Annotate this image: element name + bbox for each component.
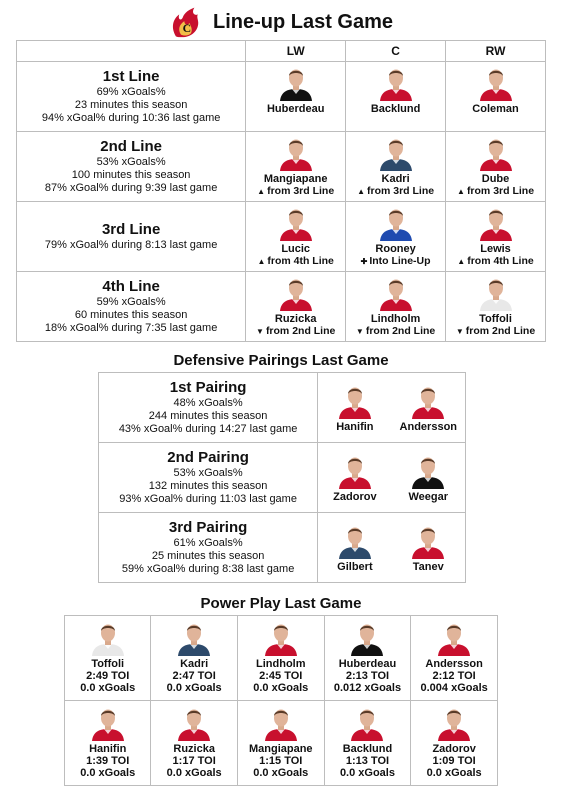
player-headshot-icon xyxy=(278,205,314,241)
powerplay-title: Power Play Last Game xyxy=(200,595,362,612)
pairing-stat: 93% xGoal% during 11:03 last game xyxy=(119,493,297,505)
pairing-stat: 244 minutes this season xyxy=(148,410,268,422)
player-name: Huberdeau xyxy=(338,658,397,670)
powerplay-row xyxy=(65,616,498,701)
player-cell xyxy=(318,443,392,513)
player-xgoals: 0.0 xGoals xyxy=(80,682,136,694)
player-name: Lindholm xyxy=(370,313,421,325)
player-cell xyxy=(246,272,346,342)
player-name: Dube xyxy=(481,173,510,185)
player-cell xyxy=(65,616,151,701)
player-cell xyxy=(392,513,466,583)
header-blank xyxy=(17,41,246,62)
player-name: Weegar xyxy=(408,490,449,503)
move-arrow-icon: ▲ xyxy=(457,257,466,266)
player-headshot-icon xyxy=(378,205,414,241)
player-card xyxy=(65,616,150,694)
line-row xyxy=(17,202,546,272)
pairing-stat: 43% xGoal% during 14:27 last game xyxy=(118,423,298,435)
move-arrow-icon: ✚ xyxy=(360,257,368,266)
line-name: 2nd Line xyxy=(100,138,162,155)
player-headshot-icon xyxy=(410,453,446,489)
player-move xyxy=(256,325,335,338)
move-text: from 4th Line xyxy=(467,255,534,267)
player-card xyxy=(346,275,445,338)
title-row xyxy=(0,4,562,40)
player-headshot-icon xyxy=(90,620,126,656)
player-toi: 1:39 TOI xyxy=(86,755,130,767)
pairing-info xyxy=(99,443,318,513)
player-name: Zadorov xyxy=(432,743,476,755)
player-xgoals: 0.0 xGoals xyxy=(166,682,222,694)
player-card xyxy=(411,701,497,779)
player-card xyxy=(246,65,345,115)
page-title: Line-up Last Game xyxy=(212,10,394,33)
player-card xyxy=(246,275,345,338)
line-stat: 100 minutes this season xyxy=(71,169,191,181)
player-name: Kadri xyxy=(180,658,209,670)
player-headshot-icon xyxy=(410,523,446,559)
player-headshot-icon xyxy=(278,135,314,171)
player-name: Lucic xyxy=(281,243,311,255)
line-stat: 79% xGoal% during 8:13 last game xyxy=(44,239,218,251)
player-headshot-icon xyxy=(349,620,385,656)
player-name: Toffoli xyxy=(91,658,125,670)
player-name: Ruzicka xyxy=(173,743,215,755)
player-headshot-icon xyxy=(378,275,414,311)
player-name: Ruzicka xyxy=(274,313,317,325)
player-toi: 1:09 TOI xyxy=(432,755,476,767)
player-xgoals: 0.0 xGoals xyxy=(80,767,136,779)
player-headshot-icon xyxy=(176,705,212,741)
player-cell xyxy=(346,132,446,202)
pairing-name: 3rd Pairing xyxy=(168,519,248,536)
move-text: from 4th Line xyxy=(267,255,334,267)
player-xgoals: 0.012 xGoals xyxy=(333,682,402,694)
svg-text:C: C xyxy=(182,22,192,36)
player-headshot-icon xyxy=(478,205,514,241)
pairing-row xyxy=(99,373,466,443)
line-stat: 59% xGoals% xyxy=(96,296,166,308)
forward-lines-table xyxy=(16,40,546,342)
player-card xyxy=(246,205,345,268)
player-card xyxy=(238,616,324,694)
flames-logo-icon xyxy=(169,6,203,38)
player-name: Lewis xyxy=(480,243,511,255)
player-name: Andersson xyxy=(399,420,458,433)
player-name: Backlund xyxy=(370,103,421,115)
header-c: C xyxy=(346,41,446,62)
move-arrow-icon: ▼ xyxy=(256,327,264,336)
player-cell xyxy=(151,616,237,701)
player-cell xyxy=(446,272,546,342)
player-name: Mangiapane xyxy=(263,173,328,185)
player-card xyxy=(411,616,497,694)
player-cell xyxy=(346,62,446,132)
line-info xyxy=(17,132,246,202)
powerplay-table xyxy=(64,615,498,786)
line-name: 4th Line xyxy=(102,278,160,295)
move-arrow-icon: ▲ xyxy=(257,187,266,196)
player-card xyxy=(346,65,445,115)
player-name: Zadorov xyxy=(333,490,377,503)
line-row xyxy=(17,132,546,202)
player-cell xyxy=(237,616,324,701)
line-info xyxy=(17,202,246,272)
player-toi: 2:49 TOI xyxy=(86,670,130,682)
pairing-stat: 53% xGoals% xyxy=(173,467,243,479)
move-arrow-icon: ▲ xyxy=(457,187,465,196)
player-cell xyxy=(446,62,546,132)
defense-pairs-table xyxy=(98,372,466,583)
player-name: Kadri xyxy=(381,173,410,185)
player-name: Mangiapane xyxy=(248,743,313,755)
move-arrow-icon: ▲ xyxy=(257,257,266,266)
player-card xyxy=(318,453,391,503)
player-card xyxy=(446,275,545,338)
player-card xyxy=(325,616,411,694)
player-name: Toffoli xyxy=(479,313,512,325)
player-cell xyxy=(237,701,324,786)
player-cell xyxy=(446,202,546,272)
player-card xyxy=(318,523,391,573)
player-xgoals: 0.0 xGoals xyxy=(339,767,395,779)
pairing-stat: 61% xGoals% xyxy=(173,537,243,549)
player-name: Lindholm xyxy=(256,658,306,670)
player-name: Andersson xyxy=(425,658,483,670)
header-rw: RW xyxy=(446,41,546,62)
line-stat: 69% xGoals% xyxy=(96,86,166,98)
player-name: Gilbert xyxy=(337,560,373,573)
player-headshot-icon xyxy=(378,65,414,101)
player-name: Huberdeau xyxy=(266,103,325,115)
player-headshot-icon xyxy=(263,705,299,741)
header-lw: LW xyxy=(246,41,346,62)
player-cell xyxy=(392,373,466,443)
line-name: 1st Line xyxy=(102,68,160,85)
line-stat: 18% xGoal% during 7:35 last game xyxy=(44,322,218,334)
line-stat: 87% xGoal% during 9:39 last game xyxy=(44,182,218,194)
player-cell xyxy=(346,202,446,272)
pairing-row xyxy=(99,513,466,583)
player-card xyxy=(346,205,445,268)
player-toi: 1:17 TOI xyxy=(172,755,216,767)
pairing-stat: 48% xGoals% xyxy=(173,397,243,409)
pairing-name: 2nd Pairing xyxy=(167,449,249,466)
player-name: Coleman xyxy=(472,103,519,115)
player-card xyxy=(151,701,236,779)
player-cell xyxy=(318,513,392,583)
player-card xyxy=(392,383,465,433)
player-move xyxy=(361,255,431,268)
line-row xyxy=(17,62,546,132)
move-text: from 2nd Line xyxy=(465,325,536,337)
player-xgoals: 0.0 xGoals xyxy=(166,767,222,779)
player-xgoals: 0.004 xGoals xyxy=(420,682,488,694)
pairing-name: 1st Pairing xyxy=(169,379,247,396)
player-headshot-icon xyxy=(478,65,514,101)
line-stat: 60 minutes this season xyxy=(74,309,188,321)
player-headshot-icon xyxy=(337,383,373,419)
player-cell xyxy=(246,132,346,202)
player-card xyxy=(446,135,545,198)
player-xgoals: 0.0 xGoals xyxy=(253,682,309,694)
player-headshot-icon xyxy=(378,135,414,171)
player-cell xyxy=(246,62,346,132)
player-cell xyxy=(65,701,151,786)
player-card xyxy=(392,523,465,573)
pairing-info xyxy=(99,373,318,443)
player-move xyxy=(457,255,533,268)
move-arrow-icon: ▼ xyxy=(455,327,464,336)
player-name: Rooney xyxy=(375,243,416,255)
player-move xyxy=(356,325,435,338)
player-cell xyxy=(318,373,392,443)
line-info xyxy=(17,62,246,132)
player-xgoals: 0.0 xGoals xyxy=(426,767,482,779)
player-cell xyxy=(346,272,446,342)
player-headshot-icon xyxy=(478,135,514,171)
player-headshot-icon xyxy=(263,620,299,656)
player-headshot-icon xyxy=(349,705,385,741)
line-stat: 23 minutes this season xyxy=(74,99,188,111)
player-toi: 2:47 TOI xyxy=(172,670,216,682)
player-card xyxy=(325,701,411,779)
player-headshot-icon xyxy=(278,65,314,101)
player-headshot-icon xyxy=(410,383,446,419)
player-card xyxy=(318,383,391,433)
player-card xyxy=(446,65,545,115)
move-arrow-icon: ▲ xyxy=(357,187,365,196)
player-headshot-icon xyxy=(436,705,472,741)
player-card xyxy=(151,616,236,694)
player-cell xyxy=(324,701,411,786)
move-text: from 3rd Line xyxy=(466,185,535,197)
pairing-stat: 132 minutes this season xyxy=(148,480,268,492)
pairing-row xyxy=(99,443,466,513)
player-toi: 2:12 TOI xyxy=(432,670,476,682)
player-move xyxy=(457,185,534,198)
player-toi: 1:15 TOI xyxy=(259,755,303,767)
player-move xyxy=(257,185,334,198)
player-card xyxy=(346,135,445,198)
player-move xyxy=(456,325,535,338)
pairing-stat: 59% xGoal% during 8:38 last game xyxy=(121,563,295,575)
line-stat: 53% xGoals% xyxy=(96,156,166,168)
pairing-stat: 25 minutes this season xyxy=(151,550,265,562)
move-text: from 3rd Line xyxy=(367,185,435,197)
defense-title: Defensive Pairings Last Game xyxy=(173,352,389,369)
player-cell xyxy=(324,616,411,701)
player-name: Backlund xyxy=(342,743,393,755)
player-cell xyxy=(151,701,237,786)
player-cell xyxy=(246,202,346,272)
move-text: from 2nd Line xyxy=(265,325,336,337)
player-cell xyxy=(411,616,498,701)
player-move xyxy=(357,185,434,198)
player-toi: 1:13 TOI xyxy=(345,755,390,767)
line-row xyxy=(17,272,546,342)
player-cell xyxy=(446,132,546,202)
player-name: Tanev xyxy=(412,560,444,573)
move-text: from 2nd Line xyxy=(365,325,436,337)
player-headshot-icon xyxy=(337,453,373,489)
move-text: Into Line-Up xyxy=(369,255,431,267)
line-stat: 94% xGoal% during 10:36 last game xyxy=(41,112,221,124)
powerplay-row xyxy=(65,701,498,786)
player-card xyxy=(246,135,345,198)
player-card xyxy=(446,205,545,268)
line-info xyxy=(17,272,246,342)
move-text: from 3rd Line xyxy=(267,185,335,197)
player-card xyxy=(392,453,465,503)
player-headshot-icon xyxy=(176,620,212,656)
player-move xyxy=(257,255,333,268)
player-name: Hanifin xyxy=(336,420,374,433)
player-headshot-icon xyxy=(90,705,126,741)
player-headshot-icon xyxy=(436,620,472,656)
player-headshot-icon xyxy=(278,275,314,311)
line-name: 3rd Line xyxy=(101,221,161,238)
player-headshot-icon xyxy=(337,523,373,559)
player-toi: 2:45 TOI xyxy=(259,670,303,682)
player-xgoals: 0.0 xGoals xyxy=(253,767,309,779)
player-toi: 2:13 TOI xyxy=(345,670,390,682)
player-name: Hanifin xyxy=(89,743,127,755)
player-card xyxy=(238,701,324,779)
player-headshot-icon xyxy=(478,275,514,311)
pairing-info xyxy=(99,513,318,583)
move-arrow-icon: ▼ xyxy=(355,327,364,336)
player-cell xyxy=(411,701,498,786)
player-cell xyxy=(392,443,466,513)
player-card xyxy=(65,701,150,779)
